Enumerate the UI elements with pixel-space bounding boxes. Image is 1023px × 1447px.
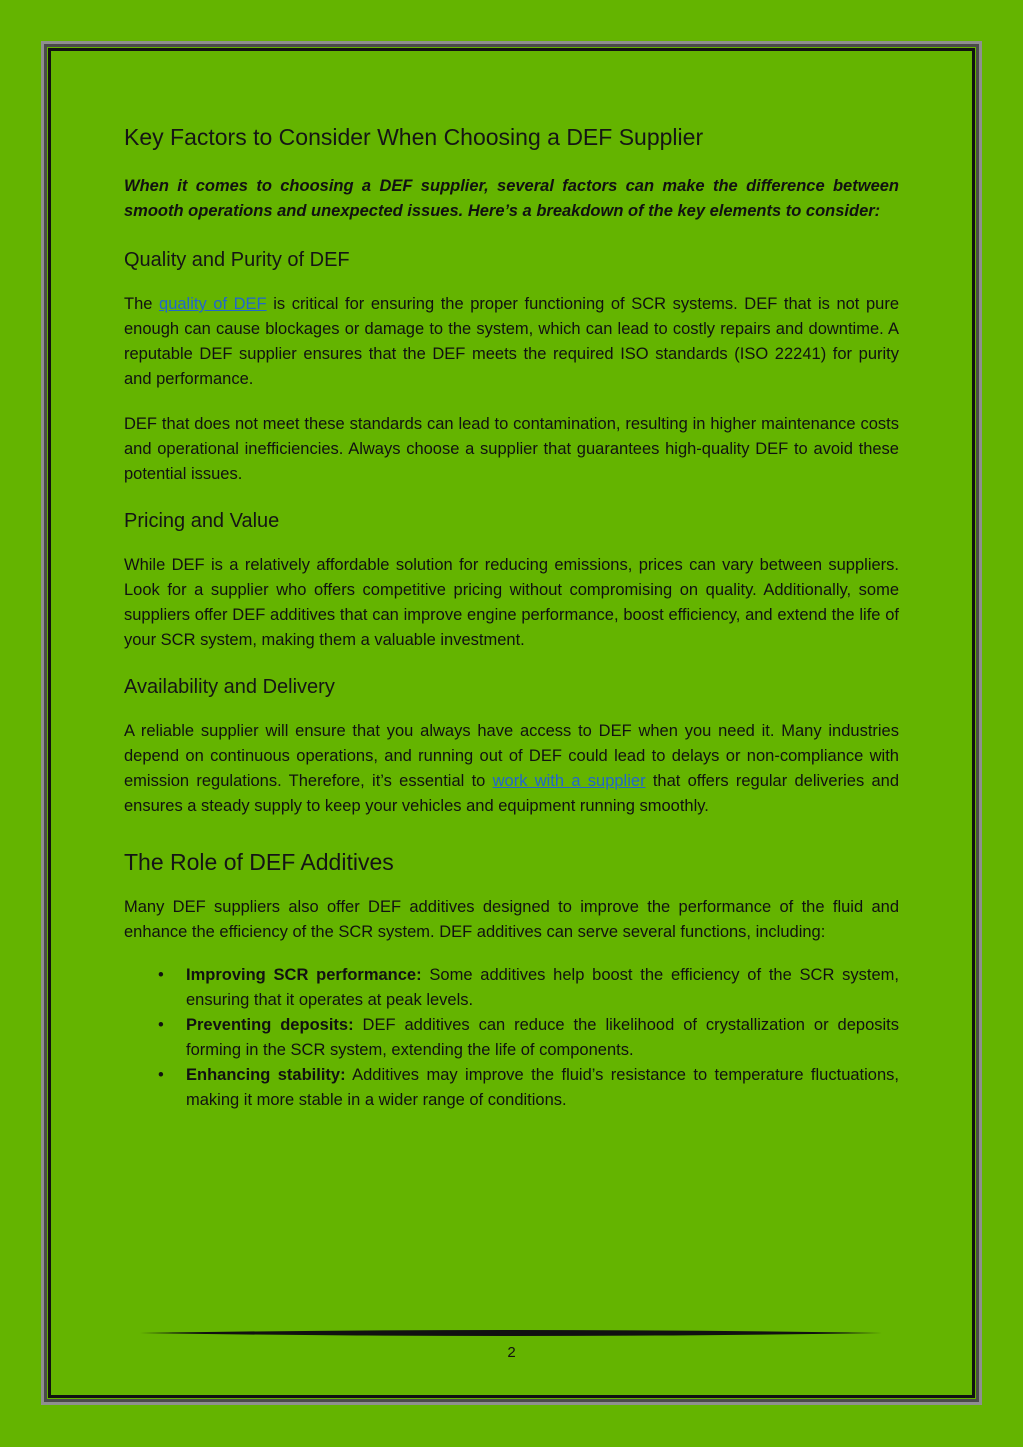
quality-of-def-link[interactable]: quality of DEF [159,295,267,313]
section-heading-additives: The Role of DEF Additives [124,849,394,875]
section-heading-availability: Availability and Delivery [124,676,335,698]
list-item-label: Enhancing stability: [186,1066,346,1084]
section-heading-pricing: Pricing and Value [124,510,280,532]
list-item-label: Improving SCR performance: [186,966,422,984]
footer-divider [140,1328,882,1338]
quality-text-before: The [124,295,160,313]
list-item-text: Some additives help boost the efficiency of the SCR system, ensuring that it operates at peak levels. [186,966,899,1009]
quality-text-after: is critical for ensuring the proper functioning of SCR systems. DEF that is not pure enough can cause blockages or damage to the system, which can lead to costly repairs and downtime. A reputable DEF supplier ensures that the DEF meets the required ISO standards (ISO 22241) for purity and performance. [124,295,899,388]
list-item-label: Preventing deposits: [186,1016,354,1034]
section-heading-quality: Quality and Purity of DEF [124,249,350,271]
additives-list [124,963,899,1113]
availability-text-before: A reliable supplier will ensure that you always have access to DEF when you need it. Many industries depend on continuous operations, and running out of DEF could lead to delays or non-compliance with emission regulations. Therefore, it’s essential to [124,722,899,790]
list-item [158,1063,899,1113]
list-item [158,1013,899,1063]
bullet-icon: • [158,1066,164,1084]
additives-intro-paragraph: Many DEF suppliers also offer DEF additives designed to improve the performance of the fluid and enhance the efficiency of the SCR system. DEF additives can serve several functions, including: [124,898,899,941]
availability-paragraph [124,719,899,819]
quality-paragraph-1 [124,292,899,392]
page-number: 2 [507,1344,516,1361]
work-with-supplier-link[interactable]: work with a supplier [492,772,646,790]
page-title: Key Factors to Consider When Choosing a DEF Supplier [124,124,704,150]
page-content [124,122,899,1113]
list-item-text: Additives may improve the fluid’s resistance to temperature fluctuations, making it more stable in a wider range of conditions. [186,1066,899,1109]
intro-paragraph: When it comes to choosing a DEF supplier, several factors can make the difference between smooth operations and unexpected issues. Here’s a breakdown of the key elements to consider: [124,177,899,220]
bullet-icon: • [158,1016,164,1034]
quality-paragraph-2: DEF that does not meet these standards can lead to contamination, resulting in higher maintenance costs and operational inefficiencies. Always choose a supplier that guarantees high-quality DEF to avoid these potential issues. [124,415,899,483]
bullet-icon: • [158,966,164,984]
pricing-paragraph: While DEF is a relatively affordable solution for reducing emissions, prices can vary between suppliers. Look for a supplier who offers competitive pricing without compromising on quality. Additionally, some suppliers offer DEF additives that can improve engine performance, boost efficiency, and extend the life of your SCR system, making them a valuable investment. [124,556,899,649]
availability-text-after: that offers regular deliveries and ensures a steady supply to keep your vehicles and equipment running smoothly. [124,772,899,815]
list-item-text: DEF additives can reduce the likelihood of crystallization or deposits forming in the SCR system, extending the life of components. [186,1016,899,1059]
list-item [158,963,899,1013]
